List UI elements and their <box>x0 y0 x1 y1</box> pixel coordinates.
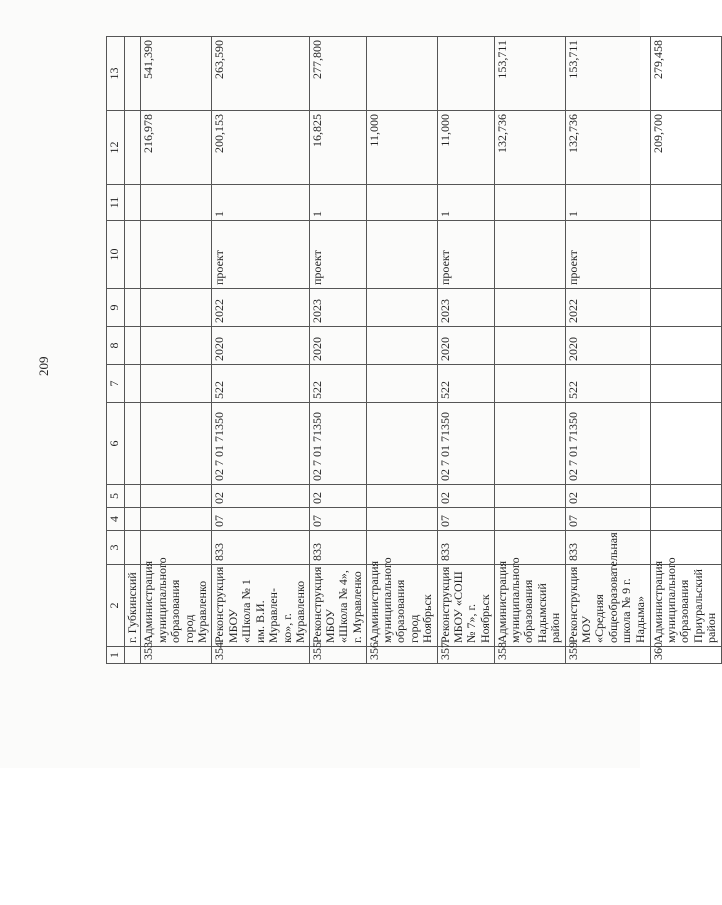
table-cell: 02 <box>212 485 309 508</box>
table-cell <box>141 185 212 221</box>
table-cell <box>494 289 565 327</box>
description-cell: г. Губкинский <box>125 565 141 647</box>
table-cell <box>650 403 721 485</box>
table-cell <box>494 403 565 485</box>
table-cell: 02 <box>309 485 366 508</box>
header-cell: 7 <box>107 365 125 403</box>
table-cell <box>650 327 721 365</box>
header-cell: 3 <box>107 531 125 565</box>
table-row <box>141 37 212 664</box>
table-cell <box>125 185 141 221</box>
description-cell: Реконструкция МОУ «Средняя общеобразовательная школа № 9 г. Надыма» <box>565 565 650 647</box>
table-cell <box>650 289 721 327</box>
table-cell: 2023 <box>437 289 494 327</box>
header-cell: 2 <box>107 565 125 647</box>
header-cell: 4 <box>107 508 125 531</box>
table-cell: 2022 <box>212 289 309 327</box>
description-cell: Администрация муниципального образования город Ноябрьск <box>366 565 437 647</box>
table-cell <box>141 485 212 508</box>
table-cell <box>366 221 437 289</box>
table-cell <box>141 531 212 565</box>
table-cell: 11,000 <box>437 111 494 185</box>
table-cell: 2020 <box>309 327 366 365</box>
table-cell <box>494 221 565 289</box>
header-cell: 6 <box>107 403 125 485</box>
budget-table <box>106 36 722 664</box>
table-cell <box>141 365 212 403</box>
row-number-cell: 354 <box>212 647 309 664</box>
table-cell <box>141 221 212 289</box>
table-cell <box>650 221 721 289</box>
table-cell <box>366 403 437 485</box>
table-cell: 02 <box>437 485 494 508</box>
table-cell <box>650 531 721 565</box>
table-cell <box>650 485 721 508</box>
table-cell: 209,700 <box>650 111 721 185</box>
table-cell: 833 <box>212 531 309 565</box>
table-cell <box>125 403 141 485</box>
table-cell: проект <box>212 221 309 289</box>
table-cell <box>366 365 437 403</box>
table-cell <box>366 37 437 111</box>
table-cell <box>437 37 494 111</box>
table-row <box>437 37 494 664</box>
table-cell <box>494 508 565 531</box>
table-cell <box>141 508 212 531</box>
table-cell <box>494 365 565 403</box>
table-cell <box>125 289 141 327</box>
table-cell: 522 <box>437 365 494 403</box>
row-number-cell: 358 <box>494 647 565 664</box>
table-cell: 833 <box>565 531 650 565</box>
table-cell <box>141 289 212 327</box>
rotated-table-container <box>106 37 719 664</box>
table-cell <box>366 327 437 365</box>
table-cell <box>125 365 141 403</box>
description-cell: Администрация муниципального образования город Муравленко <box>141 565 212 647</box>
table-cell: проект <box>309 221 366 289</box>
table-cell: 132,736 <box>494 111 565 185</box>
table-cell: 279,458 <box>650 37 721 111</box>
table-cell <box>125 508 141 531</box>
table-cell: 07 <box>437 508 494 531</box>
table-cell: 2020 <box>437 327 494 365</box>
row-number-cell: 353 <box>141 647 212 664</box>
table-cell <box>650 185 721 221</box>
table-cell <box>125 531 141 565</box>
header-cell: 11 <box>107 185 125 221</box>
table-row <box>212 37 309 664</box>
header-cell: 8 <box>107 327 125 365</box>
table-cell: 153,711 <box>565 37 650 111</box>
table-cell <box>366 485 437 508</box>
header-cell: 10 <box>107 221 125 289</box>
table-cell: 2020 <box>212 327 309 365</box>
row-number-cell: 356 <box>366 647 437 664</box>
table-cell: 216,978 <box>141 111 212 185</box>
table-cell: 07 <box>212 508 309 531</box>
table-cell: 02 7 01 71350 <box>212 403 309 485</box>
header-cell: 9 <box>107 289 125 327</box>
row-number-cell: 360 <box>650 647 721 664</box>
row-number-cell: 357 <box>437 647 494 664</box>
table-cell: 2023 <box>309 289 366 327</box>
table-cell <box>366 289 437 327</box>
table-cell: 132,736 <box>565 111 650 185</box>
table-cell: 522 <box>309 365 366 403</box>
table-cell: 153,711 <box>494 37 565 111</box>
table-cell <box>366 508 437 531</box>
description-cell: Администрация муниципального образования Приуральский район <box>650 565 721 647</box>
table-cell: 200,153 <box>212 111 309 185</box>
description-cell: Реконструкция МБОУ «СОШ № 7», г. Ноябрьск <box>437 565 494 647</box>
table-cell: 02 7 01 71350 <box>565 403 650 485</box>
header-cell: 5 <box>107 485 125 508</box>
table-cell <box>125 327 141 365</box>
table-cell: 02 7 01 71350 <box>437 403 494 485</box>
table-row <box>494 37 565 664</box>
description-cell: Администрация муниципального образования Надымский район <box>494 565 565 647</box>
description-cell: Реконструкция МБОУ «Школа № 1 им. В.И. Муравлен-ко», г. Муравленко <box>212 565 309 647</box>
table-cell: 1 <box>565 185 650 221</box>
table-cell: 16,825 <box>309 111 366 185</box>
page-bottom-margin <box>0 768 640 905</box>
table-cell: 02 <box>565 485 650 508</box>
table-cell <box>125 111 141 185</box>
row-number-cell: 355 <box>309 647 366 664</box>
table-cell <box>125 485 141 508</box>
table-row <box>650 37 721 664</box>
description-cell: Реконструкция МБОУ «Школа № 4», г. Муравленко <box>309 565 366 647</box>
table-cell <box>650 508 721 531</box>
row-number-cell <box>125 647 141 664</box>
table-cell <box>141 327 212 365</box>
table-cell: 1 <box>309 185 366 221</box>
table-cell: 1 <box>437 185 494 221</box>
table-cell <box>366 185 437 221</box>
header-cell: 1 <box>107 647 125 664</box>
table-cell <box>650 365 721 403</box>
table-row <box>125 37 141 664</box>
table-cell: 263,590 <box>212 37 309 111</box>
table-cell: 07 <box>309 508 366 531</box>
table-row <box>565 37 650 664</box>
table-cell: проект <box>437 221 494 289</box>
table-cell: 522 <box>212 365 309 403</box>
table-cell <box>125 221 141 289</box>
table-cell: проект <box>565 221 650 289</box>
table-cell: 277,800 <box>309 37 366 111</box>
table-cell <box>494 485 565 508</box>
row-number-cell: 359 <box>565 647 650 664</box>
table-cell: 2022 <box>565 289 650 327</box>
table-cell: 2020 <box>565 327 650 365</box>
table-cell: 833 <box>437 531 494 565</box>
table-cell: 541,390 <box>141 37 212 111</box>
table-cell <box>125 37 141 111</box>
table-cell <box>366 531 437 565</box>
page-number: 209 <box>36 356 51 376</box>
table-cell: 02 7 01 71350 <box>309 403 366 485</box>
table-row <box>309 37 366 664</box>
header-cell: 12 <box>107 111 125 185</box>
table-cell <box>494 185 565 221</box>
table-cell: 522 <box>565 365 650 403</box>
header-cell: 13 <box>107 37 125 111</box>
table-cell: 11,000 <box>366 111 437 185</box>
table-cell: 833 <box>309 531 366 565</box>
table-cell <box>494 327 565 365</box>
table-row <box>366 37 437 664</box>
table-cell <box>494 531 565 565</box>
table-cell: 07 <box>565 508 650 531</box>
table-cell <box>141 403 212 485</box>
table-cell: 1 <box>212 185 309 221</box>
header-row <box>107 37 125 664</box>
